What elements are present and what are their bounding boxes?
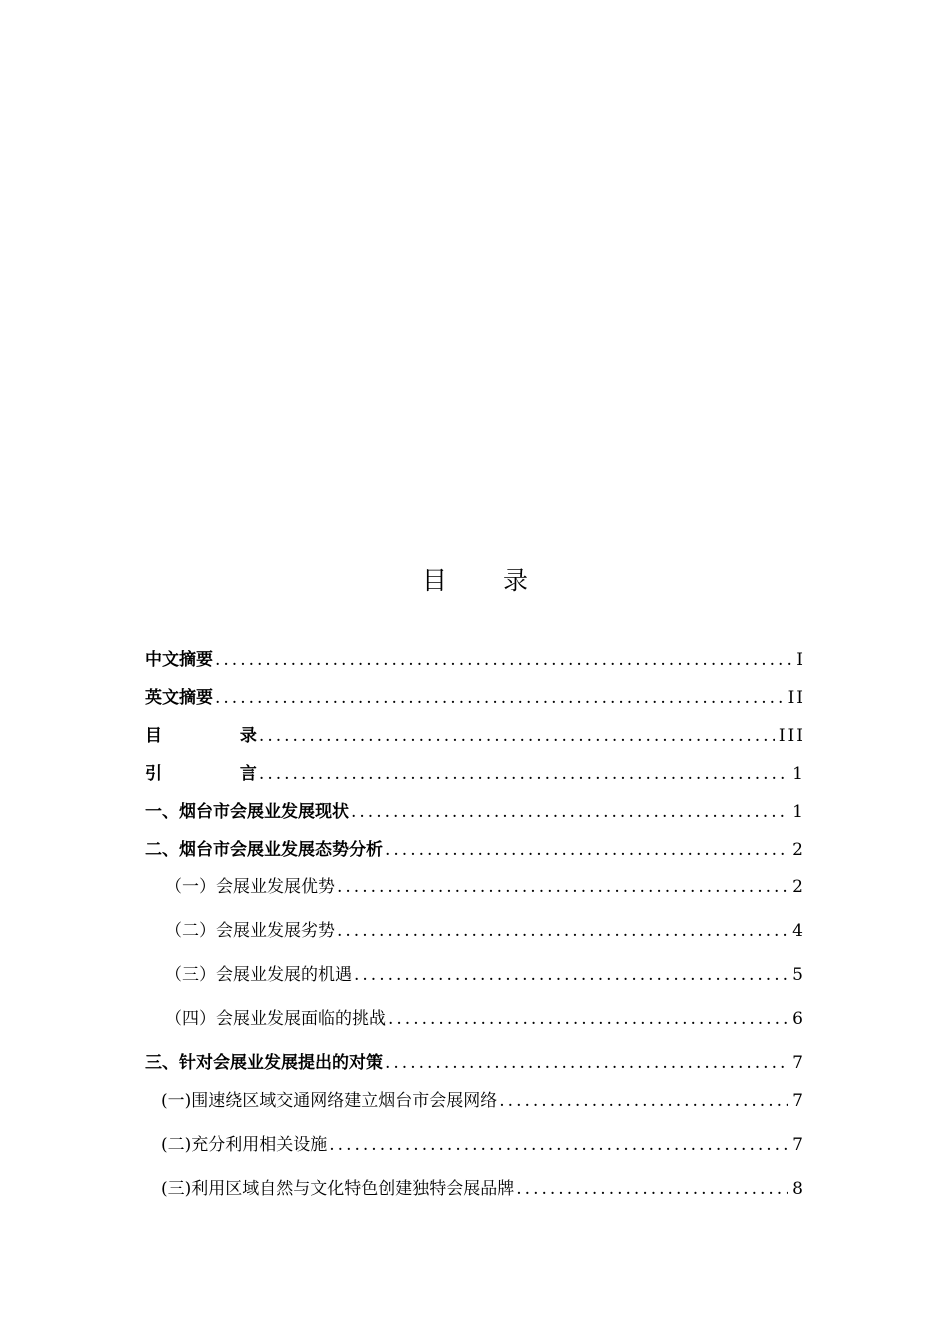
toc-entry-page: 4	[792, 921, 805, 941]
toc-entry-number: (三)	[161, 1179, 192, 1199]
dot-leader	[337, 875, 788, 899]
toc-entry-label: 会展业发展劣势	[216, 921, 335, 941]
toc-entry-section-2-2[interactable]	[165, 919, 805, 943]
toc-entry-label: 目 录	[145, 726, 293, 746]
toc-entry-label: 利用区域自然与文化特色创建独特会展品牌	[191, 1179, 515, 1199]
toc-entry-page: 8	[792, 1179, 805, 1199]
toc-entry-page: I	[796, 650, 805, 670]
dot-leader	[385, 1051, 788, 1075]
toc-entry-number: （四）	[165, 1009, 216, 1029]
toc-entry-label: 烟台市会展业发展态势分析	[179, 840, 383, 860]
toc-entry-label: 会展业发展面临的挑战	[216, 1009, 386, 1029]
dot-leader	[388, 1007, 788, 1031]
dot-leader	[329, 1133, 788, 1157]
toc-entry-label: 烟台市会展业发展现状	[179, 802, 349, 822]
dot-leader	[385, 838, 788, 862]
toc-entry-number: （三）	[165, 965, 216, 985]
toc-entry-section-3[interactable]	[145, 1051, 805, 1075]
toc-entry-page: II	[787, 688, 805, 708]
toc-entry-label: 会展业发展优势	[216, 877, 335, 897]
toc-entry-section-2-4[interactable]	[165, 1007, 805, 1031]
toc-entry-page: 2	[792, 840, 805, 860]
dot-leader	[337, 919, 788, 943]
toc-entry-number: (二)	[161, 1135, 192, 1155]
toc-entry-chinese-abstract[interactable]	[145, 648, 805, 672]
toc-entry-introduction[interactable]	[145, 762, 805, 786]
toc-entry-page: 2	[792, 877, 805, 897]
toc-entry-number: 三、	[145, 1053, 179, 1073]
toc-title: 目 录	[422, 566, 552, 595]
toc-entry-label: 会展业发展的机遇	[216, 965, 352, 985]
dot-leader	[354, 963, 788, 987]
toc-entry-page: III	[778, 726, 805, 746]
toc-entry-label: 引 言	[145, 764, 293, 784]
toc-entry-number: （一）	[165, 877, 216, 897]
toc-entry-section-3-2[interactable]	[161, 1133, 805, 1157]
toc-entry-number: 一、	[145, 802, 179, 822]
toc-entry-page: 7	[792, 1091, 805, 1111]
toc-entry-page: 7	[792, 1135, 805, 1155]
toc-entry-page: 1	[792, 764, 805, 784]
toc-entry-label: 英文摘要	[145, 688, 213, 708]
toc-entry-label: 中文摘要	[145, 650, 213, 670]
dot-leader	[516, 1177, 788, 1201]
toc-entry-page: 1	[792, 802, 805, 822]
toc-entry-section-2-1[interactable]	[165, 875, 805, 899]
dot-leader	[259, 762, 788, 786]
toc-entry-number: （二）	[165, 921, 216, 941]
toc-entry-section-2-3[interactable]	[165, 963, 805, 987]
toc-entry-page: 6	[792, 1009, 805, 1029]
dot-leader	[351, 800, 788, 824]
toc-entry-section-2[interactable]	[145, 838, 805, 862]
toc-entry-page: 7	[792, 1053, 805, 1073]
toc-entry-number: (一)	[161, 1091, 192, 1111]
toc-entry-number: 二、	[145, 840, 179, 860]
toc-entry-label: 充分利用相关设施	[191, 1135, 328, 1155]
toc-entry-section-3-1[interactable]	[161, 1089, 805, 1113]
toc-entry-label: 针对会展业发展提出的对策	[179, 1053, 383, 1073]
dot-leader	[215, 648, 792, 672]
dot-leader	[259, 724, 775, 748]
toc-entry-contents[interactable]	[145, 724, 805, 748]
toc-entry-label: 围速绕区域交通网络建立烟台市会展网络	[191, 1091, 498, 1111]
dot-leader	[215, 686, 784, 710]
toc-entry-english-abstract[interactable]	[145, 686, 805, 710]
dot-leader	[499, 1089, 788, 1113]
toc-entry-section-3-3[interactable]	[161, 1177, 805, 1201]
toc-entry-page: 5	[792, 965, 805, 985]
toc-entry-section-1[interactable]	[145, 800, 805, 824]
